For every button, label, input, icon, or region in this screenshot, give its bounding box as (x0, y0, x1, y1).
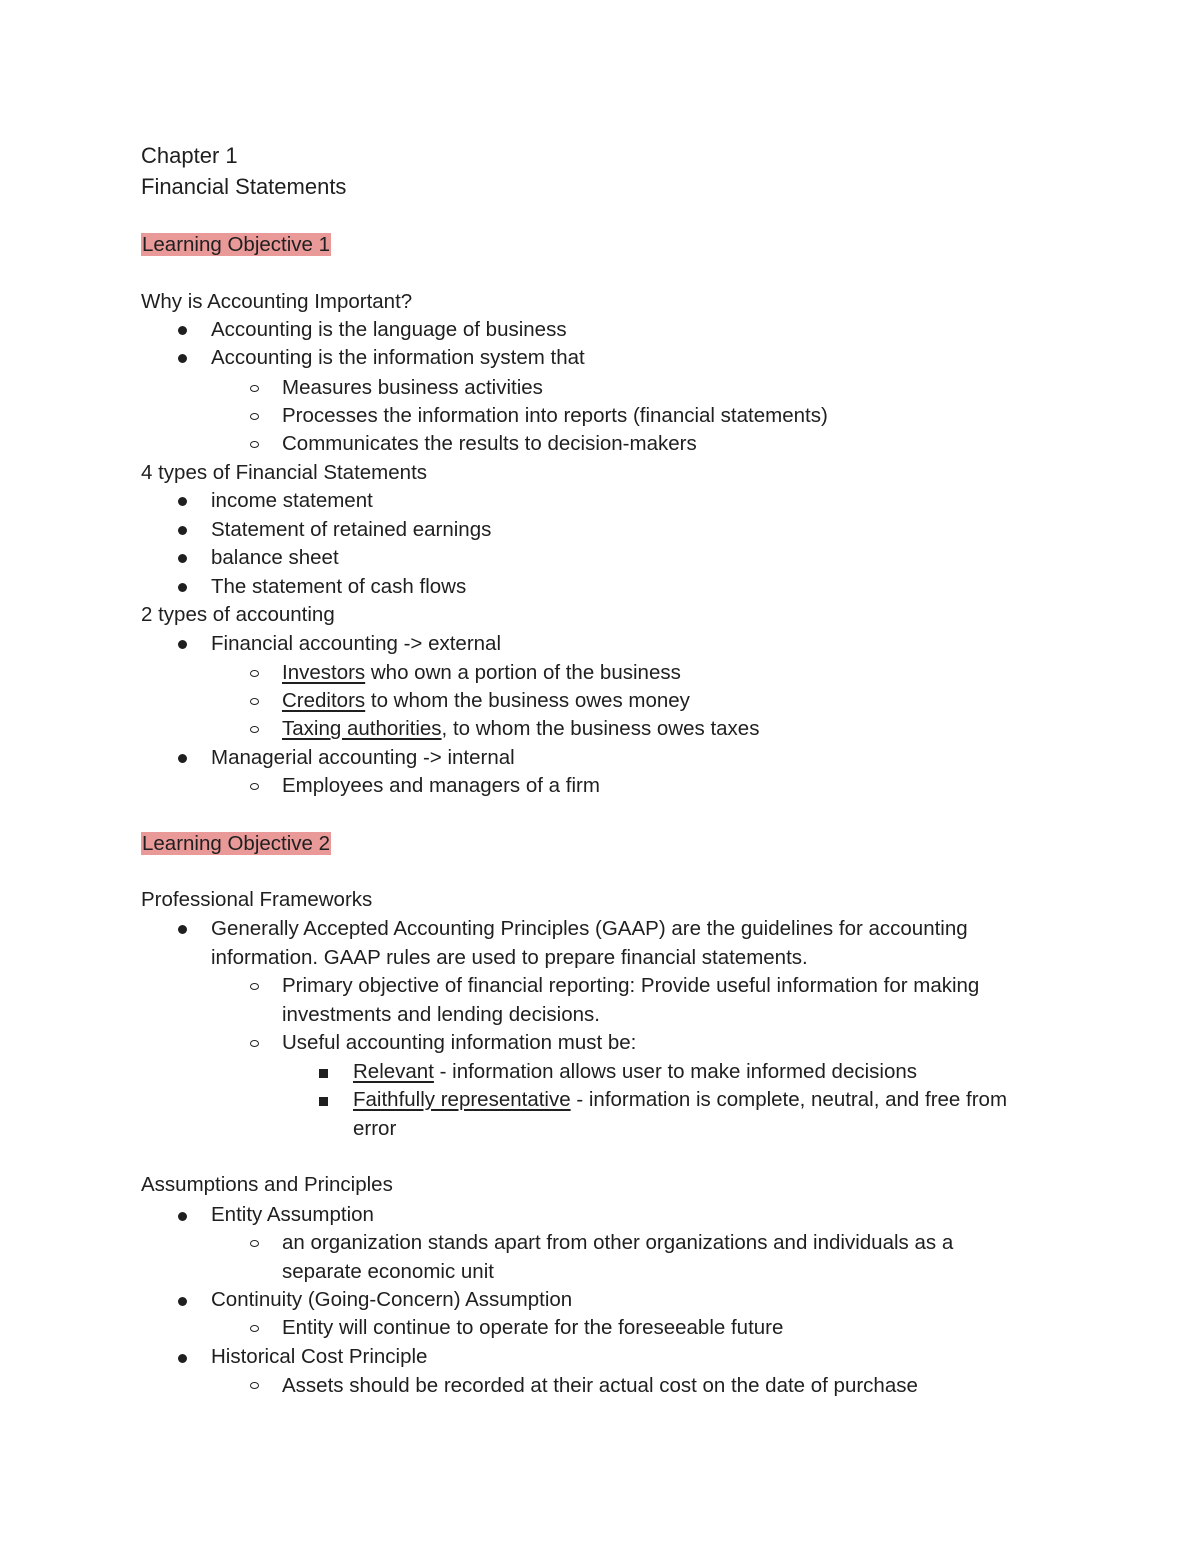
bullet-disc-icon (178, 1212, 187, 1221)
bullet-disc-icon (178, 326, 187, 335)
bullet-square-icon (319, 1069, 328, 1078)
list-item: The statement of cash flows (211, 575, 467, 598)
bullet-circle-icon (250, 1240, 259, 1247)
list-item: Accounting is the language of business (211, 318, 567, 341)
bullet-disc-icon (178, 754, 187, 763)
sub-list-item: Communicates the results to decision-makers (282, 432, 697, 455)
section-heading-frameworks: Professional Frameworks (141, 888, 373, 911)
list-item-continuation: information. GAAP rules are used to prepare financial statements. (211, 946, 808, 969)
bullet-disc-icon (178, 925, 187, 934)
section-heading-types: 4 types of Financial Statements (141, 461, 428, 484)
sub-sub-list-item (353, 1086, 1007, 1114)
section-heading-assumptions: Assumptions and Principles (141, 1173, 393, 1196)
sub-list-item: Entity will continue to operate for the foreseeable future (282, 1316, 784, 1339)
sub-list-item: Useful accounting information must be: (282, 1031, 637, 1054)
sub-list-item (282, 715, 759, 743)
list-item: Financial accounting -> external (211, 632, 502, 655)
sub-list-item (282, 659, 681, 687)
bullet-disc-icon (178, 554, 187, 563)
item-text: to whom the business owes money (365, 689, 690, 712)
learning-objective-1-heading (141, 231, 331, 259)
bullet-disc-icon (178, 1297, 187, 1306)
bullet-disc-icon (178, 583, 187, 592)
list-item: Managerial accounting -> internal (211, 746, 515, 769)
sub-sub-list-item (353, 1058, 917, 1086)
item-text: , to whom the business owes taxes (441, 717, 760, 740)
underlined-term: Creditors (282, 689, 366, 712)
bullet-circle-icon (250, 698, 259, 705)
bullet-circle-icon (250, 413, 259, 420)
bullet-circle-icon (250, 1382, 259, 1389)
bullet-disc-icon (178, 526, 187, 535)
sub-list-item: Employees and managers of a firm (282, 774, 600, 797)
page-title: Financial Statements (141, 174, 347, 199)
bullet-circle-icon (250, 670, 259, 677)
bullet-square-icon (319, 1097, 328, 1106)
list-item: Statement of retained earnings (211, 518, 492, 541)
list-item: Entity Assumption (211, 1203, 374, 1226)
bullet-circle-icon (250, 1040, 259, 1047)
bullet-circle-icon (250, 441, 259, 448)
underlined-term: Investors (282, 661, 366, 684)
item-text: - information allows user to make informed decisions (433, 1060, 918, 1083)
sub-list-item-continuation: investments and lending decisions. (282, 1003, 600, 1026)
sub-list-item: an organization stands apart from other organizations and individuals as a (282, 1231, 954, 1254)
chapter-label: Chapter 1 (141, 143, 238, 168)
sub-list-item: Measures business activities (282, 376, 543, 399)
list-item: Historical Cost Principle (211, 1345, 428, 1368)
sub-list-item-continuation: separate economic unit (282, 1260, 494, 1283)
bullet-circle-icon (250, 983, 259, 990)
bullet-disc-icon (178, 497, 187, 506)
bullet-circle-icon (250, 783, 259, 790)
section-heading-why: Why is Accounting Important? (141, 290, 413, 313)
item-text: - information is complete, neutral, and free from (570, 1088, 1008, 1111)
underlined-term: Faithfully representative (353, 1088, 571, 1111)
underlined-term: Taxing authorities (282, 717, 442, 740)
bullet-circle-icon (250, 385, 259, 392)
sub-list-item (282, 687, 690, 715)
sub-sub-list-item-continuation: error (353, 1117, 397, 1140)
list-item: income statement (211, 489, 373, 512)
list-item: Generally Accepted Accounting Principles (GAAP) are the guidelines for accounting (211, 917, 968, 940)
bullet-disc-icon (178, 354, 187, 363)
bullet-disc-icon (178, 640, 187, 649)
bullet-circle-icon (250, 726, 259, 733)
learning-objective-2-heading (141, 830, 331, 858)
item-text: who own a portion of the business (365, 661, 681, 684)
section-heading-accounting: 2 types of accounting (141, 603, 335, 626)
list-item: Continuity (Going-Concern) Assumption (211, 1288, 573, 1311)
sub-list-item: Assets should be recorded at their actual cost on the date of purchase (282, 1374, 918, 1397)
list-item: balance sheet (211, 546, 339, 569)
bullet-circle-icon (250, 1325, 259, 1332)
bullet-disc-icon (178, 1354, 187, 1363)
underlined-term: Relevant (353, 1060, 434, 1083)
sub-list-item: Primary objective of financial reporting: Provide useful information for making (282, 974, 980, 997)
sub-list-item: Processes the information into reports (financial statements) (282, 404, 828, 427)
highlight: Learning Objective 2 (142, 832, 331, 855)
list-item: Accounting is the information system that (211, 346, 585, 369)
highlight: Learning Objective 1 (142, 233, 331, 256)
